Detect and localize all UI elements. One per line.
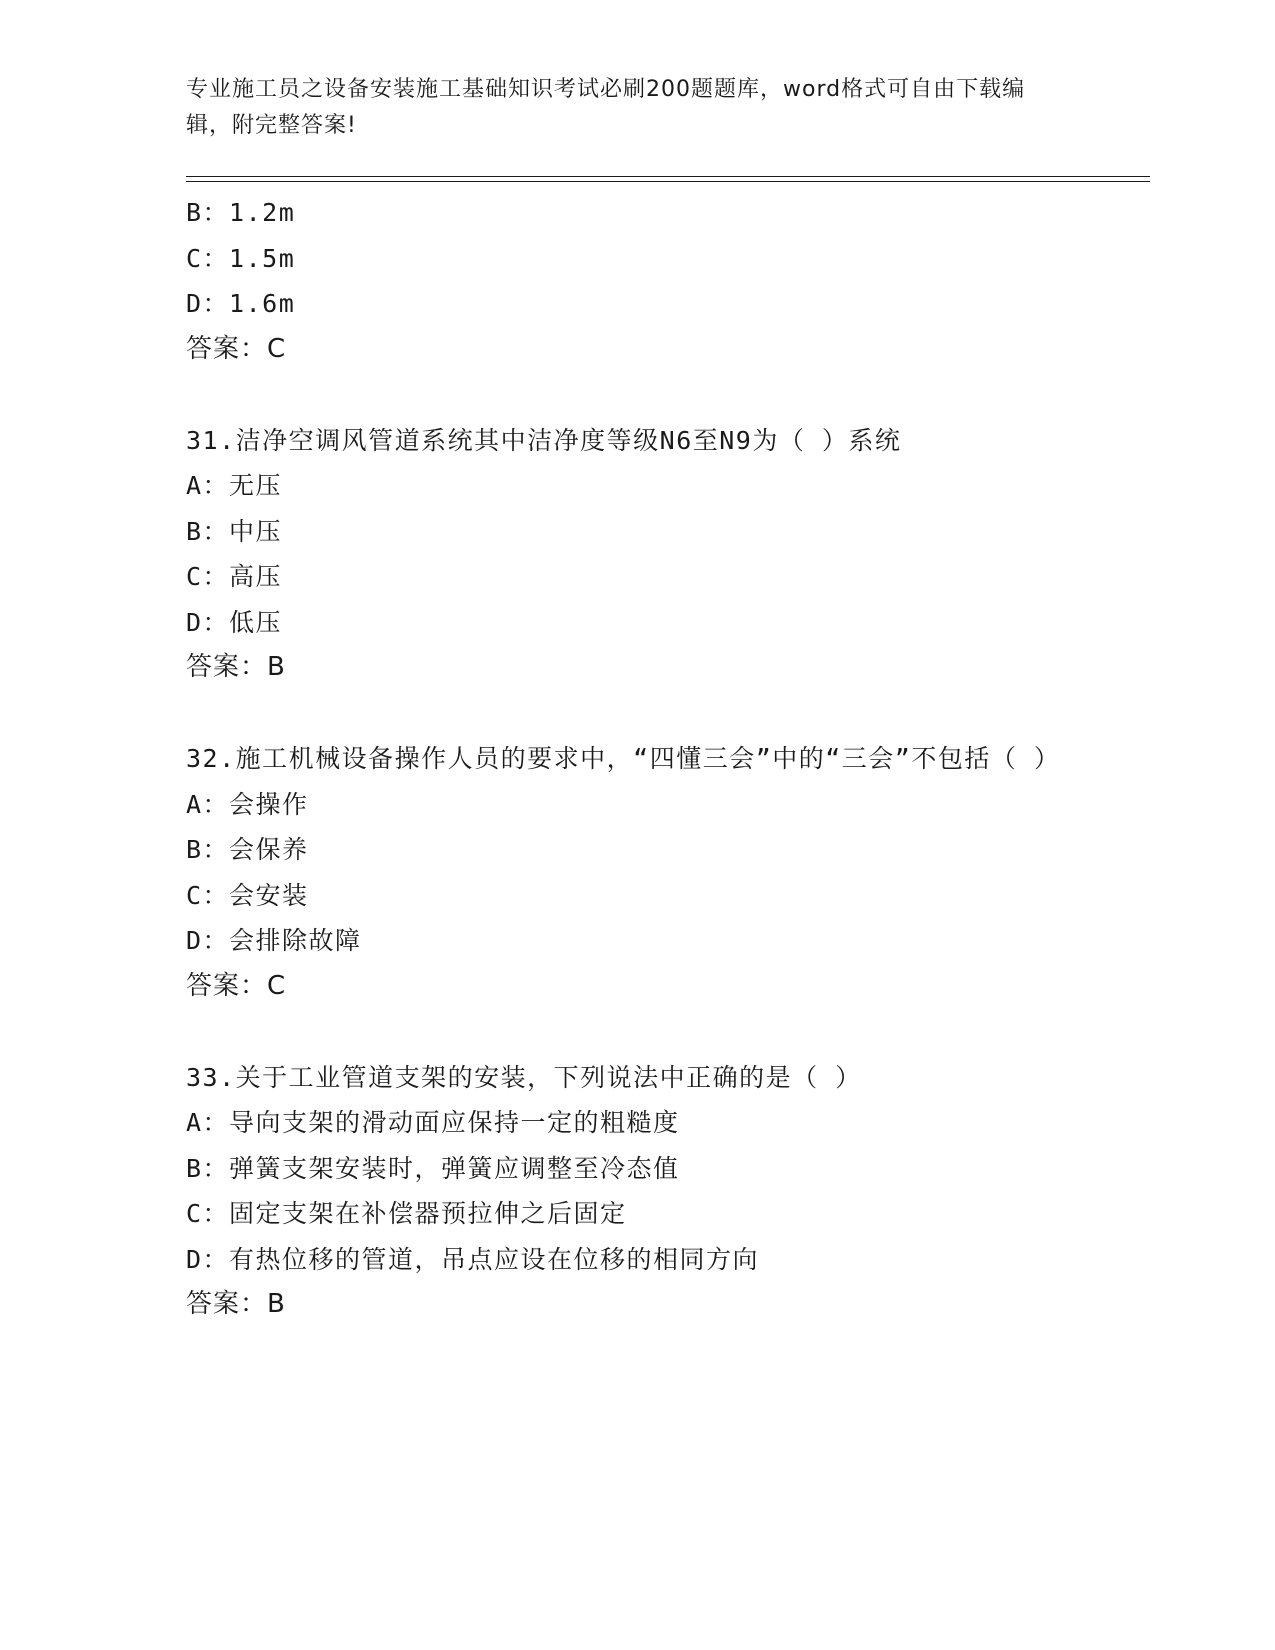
question-list <box>186 190 1146 1328</box>
question-text: 32.施工机械设备操作人员的要求中，“四懂三会”中的“三会”不包括（ ） <box>186 744 1061 773</box>
answer: 答案：B <box>186 1289 286 1319</box>
question-31 <box>186 418 1146 691</box>
question-33 <box>186 1055 1146 1328</box>
question-text: 33.关于工业管道支架的安装，下列说法中正确的是（ ） <box>186 1062 862 1092</box>
option-b: B：弹簧支架安装时，弹簧应调整至冷态值 <box>186 1153 680 1183</box>
option-b: B：会保养 <box>186 835 309 864</box>
header-divider <box>186 176 1150 182</box>
option-c: C：固定支架在补偿器预拉伸之后固定 <box>186 1199 627 1228</box>
question-32 <box>186 736 1146 1009</box>
option-b: B：中压 <box>186 516 283 546</box>
document-header: 专业施工员之设备安装施工基础知识考试必刷200题题库，word格式可自由下载编辑，附完整答案! <box>186 77 1026 138</box>
option-d: D：低压 <box>186 607 283 637</box>
answer: 答案：C <box>186 970 287 1001</box>
option-a: A：导向支架的滑动面应保持一定的粗糙度 <box>186 1108 680 1137</box>
option-d: D：1.6m <box>186 289 296 318</box>
option-a: A：无压 <box>186 471 283 500</box>
option-d: D：会排除故障 <box>186 926 362 955</box>
answer: 答案：B <box>186 652 286 682</box>
option-c: C：会安装 <box>186 880 309 910</box>
option-b: B：1.2m <box>186 198 296 227</box>
option-d: D：有热位移的管道，吊点应设在位移的相同方向 <box>186 1244 760 1274</box>
option-a: A：会操作 <box>186 789 309 819</box>
question-text: 31.洁净空调风管道系统其中洁净度等级N6至N9为（ ）系统 <box>186 425 902 455</box>
option-c: C：高压 <box>186 562 283 591</box>
answer: 答案：C <box>186 333 287 364</box>
option-c: C：1.5m <box>186 243 296 273</box>
